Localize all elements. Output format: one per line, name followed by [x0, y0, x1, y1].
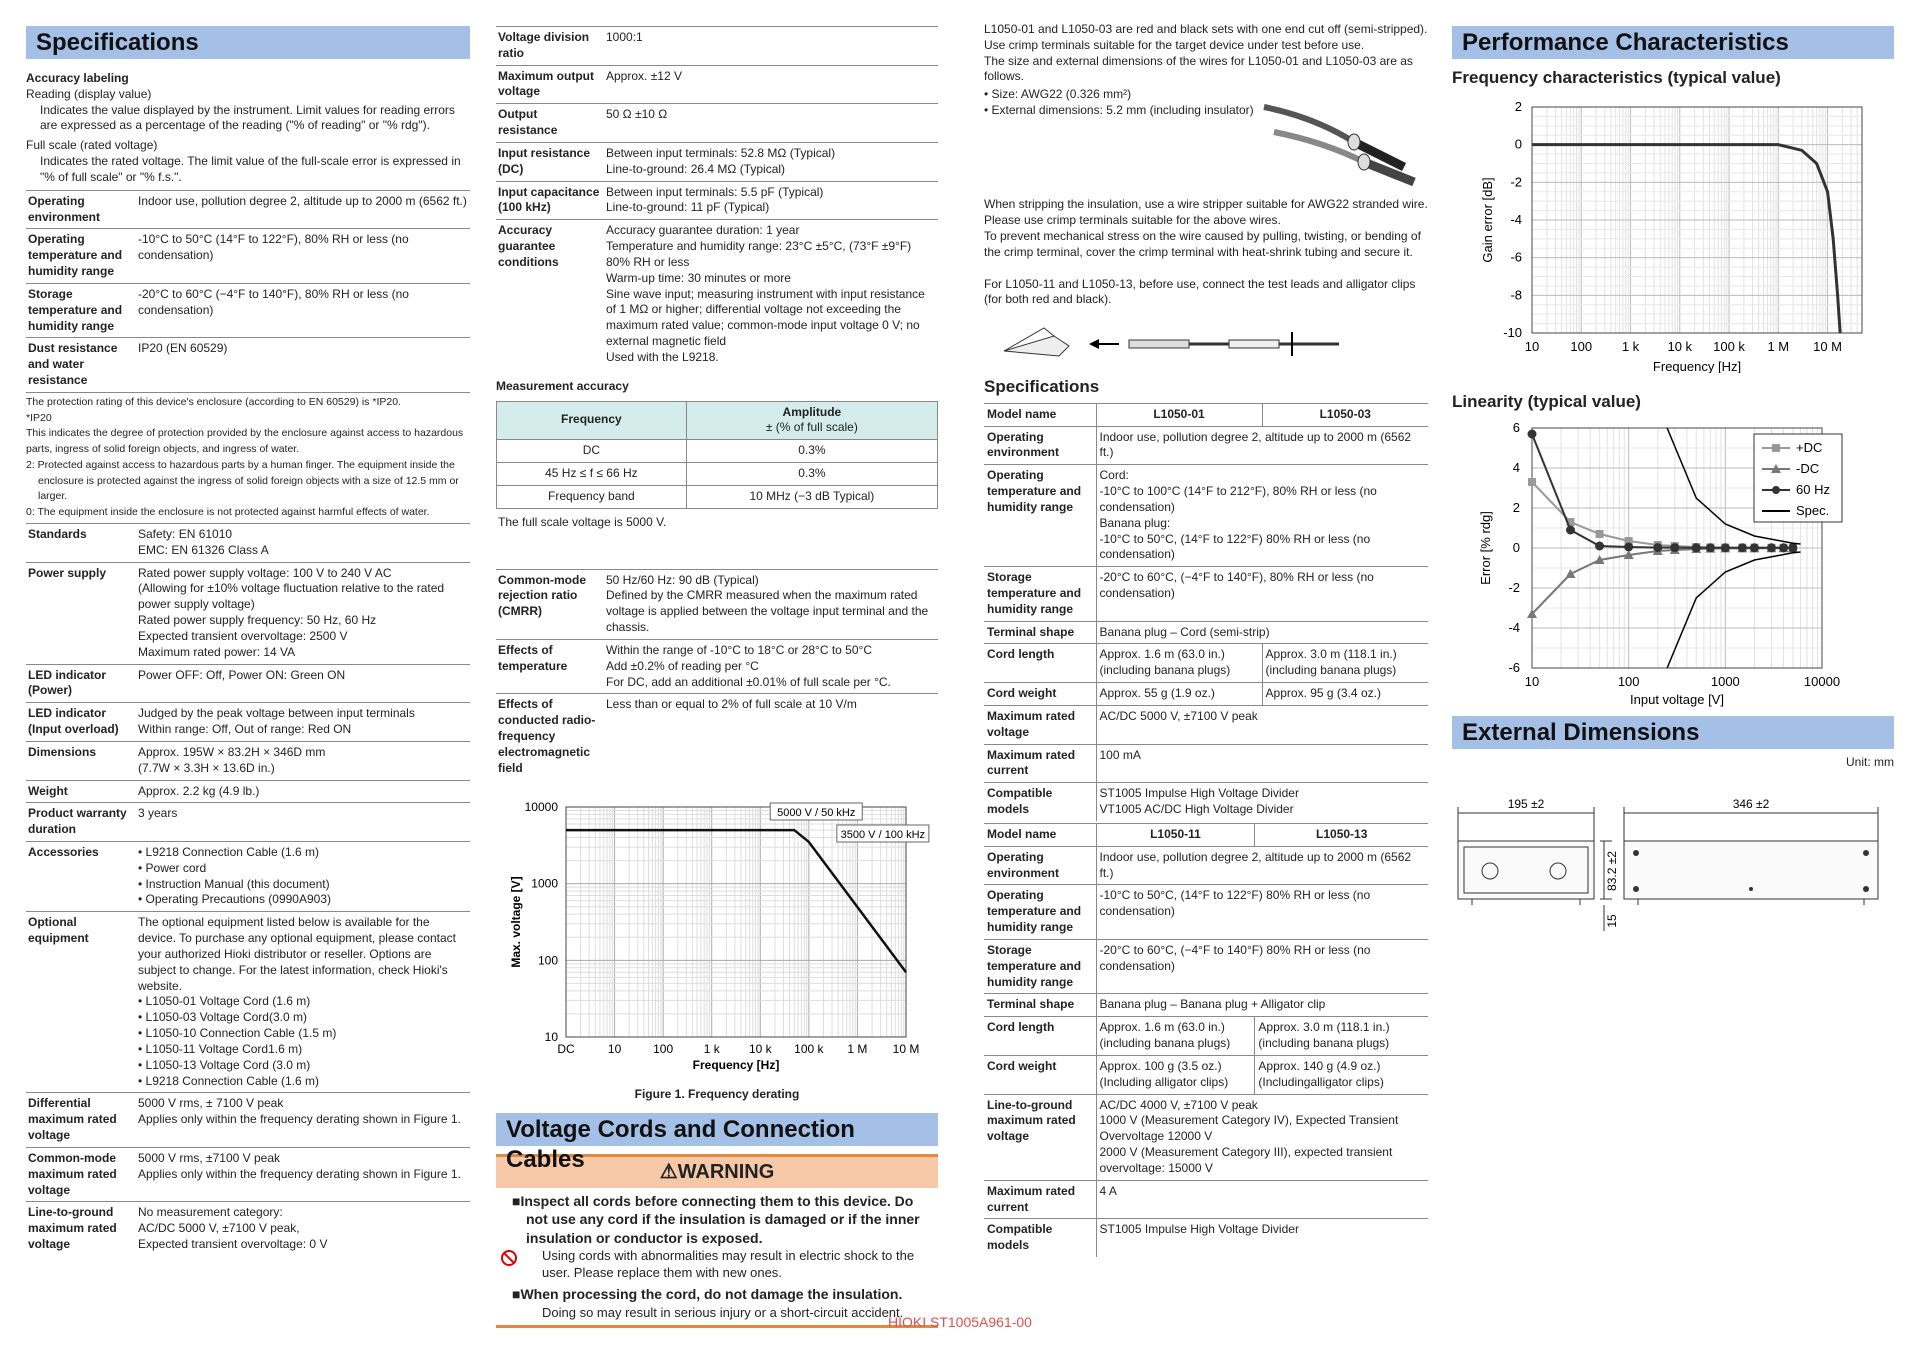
cord-spec-row [984, 644, 1428, 683]
dim-foot-label: 15 [1605, 914, 1619, 928]
spec-value: ST1005 Impulse High Voltage Divider [1096, 1219, 1428, 1257]
section-title-voltage-cords: Voltage Cords and Connection Cables [496, 1113, 938, 1146]
dim-depth-label: 346 ±2 [1732, 796, 1770, 811]
cord-spec-table-2 [984, 823, 1428, 1257]
spec-key: Storage temperature and humidity range [984, 939, 1096, 993]
y-tick-label: 2 [1512, 499, 1520, 515]
dim-height-label: 83.2 ±2 [1605, 850, 1619, 891]
reading-text: Indicates the value displayed by the instrument. Limit values for reading errors are expressed as a percentage of the reading ("% of reading" or "% rdg"). [40, 102, 455, 133]
spec-key: Terminal shape [984, 621, 1096, 644]
linearity-heading: Linearity (typical value) [1452, 392, 1641, 412]
data-point [1595, 541, 1604, 550]
spec-value: -20°C to 60°C, (−4°F to 140°F) 80% RH or less (no condensation) [1096, 939, 1428, 993]
spec-key: Cord weight [984, 1055, 1096, 1094]
data-point [1706, 543, 1715, 552]
legend-label: 60 Hz [1796, 481, 1830, 497]
model-header-cell: Model name [984, 823, 1096, 846]
spec-row [26, 523, 470, 562]
accuracy-table [496, 401, 938, 509]
freq-characteristics-heading: Frequency characteristics (typical value) [1452, 68, 1781, 87]
spec-key: Input resistance (DC) [498, 145, 591, 176]
cord-spec-row [984, 465, 1428, 567]
cord-spec-row [984, 994, 1428, 1017]
annotation-label: 3500 V / 100 kHz [840, 829, 926, 842]
spec-row [496, 142, 938, 181]
spec-row [26, 741, 470, 780]
x-tick-label: 10 M [1813, 339, 1843, 355]
x-tick-label: 10 [1524, 673, 1540, 689]
model-header-cell: L1050-03 [1262, 403, 1428, 426]
accuracy-header-amplitude: Amplitude ± (% of full scale) [686, 401, 937, 440]
x-axis-label: Input voltage [V] [1630, 691, 1724, 707]
document-footer: HIOKI ST1005A961-00 [888, 1314, 1032, 1330]
x-tick-label: 10 M [892, 1042, 920, 1057]
spec-value: 4 A [1096, 1180, 1428, 1219]
spec-row [496, 639, 938, 693]
legend-marker [1772, 444, 1780, 452]
accuracy-row [497, 440, 938, 463]
x-tick-label: DC [557, 1042, 575, 1057]
spec-key: Dimensions [28, 744, 97, 759]
spec-key: Differential maximum rated voltage [28, 1096, 117, 1143]
cord-spec-row [984, 1219, 1428, 1257]
accuracy-header-frequency: Frequency [497, 401, 687, 440]
model-header-cell: L1050-13 [1255, 823, 1428, 846]
data-point [1738, 543, 1747, 552]
spec-key: Operating environment [984, 426, 1096, 465]
spec-value-a: Approx. 1.6 m (63.0 in.) (including banana plugs) [1096, 644, 1262, 683]
spec-key: Maximum output voltage [498, 68, 594, 99]
y-tick-label: 100 [537, 953, 558, 968]
spec-key: Weight [28, 783, 68, 798]
y-tick-label: -4 [1510, 212, 1522, 228]
x-tick-label: 100 [653, 1042, 674, 1057]
column-3 [984, 22, 1428, 1257]
y-tick-label: -10 [1503, 325, 1522, 341]
spec-value: -20°C to 60°C (−4°F to 140°F), 80% RH or less (no condensation) [138, 286, 409, 317]
spec-table-3 [496, 26, 938, 369]
spec-key: Effects of temperature [498, 642, 568, 673]
x-tick-label: 1 M [847, 1042, 868, 1057]
spec-value: 1000:1 [606, 30, 643, 44]
spec-row [496, 65, 938, 104]
data-point [1779, 543, 1788, 552]
spec-value: Indoor use, pollution degree 2, altitude up to 2000 m (6562 ft.) [138, 193, 467, 208]
spec-value: Cord: -10°C to 100°C (14°F to 212°F), 80% RH or less (no condensation) Banana plug: -10°C to 50°C, (14°F to 122°F) 80% RH or less (no condensation) [1096, 465, 1428, 567]
cord-spec-row [984, 1017, 1428, 1056]
y-axis-label: Max. voltage [V] [509, 876, 523, 969]
spec-row [496, 219, 938, 368]
y-tick-label: 1000 [531, 877, 558, 892]
wire-size-bullet: • Size: AWG22 (0.326 mm²) [984, 87, 1132, 102]
legend-marker [1772, 486, 1780, 494]
y-tick-label: 2 [1514, 99, 1522, 115]
spec-value: Power OFF: Off, Power ON: Green ON [138, 667, 346, 682]
spec-value: Judged by the peak voltage between input terminals Within range: Off, Out of range: Red ON [138, 706, 415, 737]
model-header-cell: L1050-11 [1096, 823, 1255, 846]
y-tick-label: 0 [1512, 539, 1520, 555]
accuracy-row [497, 485, 938, 508]
cord-spec-row [984, 1180, 1428, 1219]
data-point [1788, 543, 1797, 552]
spec-value: 5000 V rms, ±7100 V peak Applies only within the frequency derating shown in Figure 1. [138, 1150, 461, 1181]
data-point [1653, 543, 1662, 552]
cord-spec-row [984, 426, 1428, 465]
x-axis-label: Frequency [Hz] [692, 1058, 780, 1073]
spec-value-b: Approx. 3.0 m (118.1 in.) (including banana plugs) [1255, 1017, 1428, 1056]
prohibition-icon [500, 1249, 518, 1267]
cord-spec-row [984, 846, 1428, 885]
spec-key: Accuracy guarantee conditions [498, 223, 559, 269]
warning-item-2: ■When processing the cord, do not damage the insulation. [512, 1286, 903, 1303]
y-tick-label: 10000 [524, 800, 558, 815]
cords-intro: L1050-01 and L1050-03 are red and black sets with one end cut off (semi-stripped). Use crimp terminals suitable for the target device under test before use. The size and external dimensions of the wires for L1050-01 and L1050-03 are as follows. [984, 22, 1428, 84]
spec-row [26, 911, 470, 1092]
warning-heading: ⚠WARNING [496, 1154, 938, 1187]
full-scale-text: Indicates the rated voltage. The limit value of the full-scale error is expressed in "% of full scale" or "% f.s.". [40, 154, 461, 184]
spec-row [26, 562, 470, 664]
spec-key: Compatible models [984, 1219, 1096, 1257]
column-4 [1452, 26, 1894, 941]
data-point [1692, 543, 1701, 552]
spec-key: Operating environment [28, 193, 101, 224]
spec-key: Voltage division ratio [498, 30, 590, 60]
section-title-external-dimensions: External Dimensions [1452, 716, 1894, 749]
spec-value: Indoor use, pollution degree 2, altitude up to 2000 m (6562 ft.) [1096, 426, 1428, 465]
cord-spec-row [984, 683, 1428, 706]
spec-value: No measurement category: AC/DC 5000 V, ±7100 V peak, Expected transient overvoltage: 0 V [138, 1205, 328, 1252]
spec-value: Approx. 195W × 83.2H × 346D mm (7.7W × 3.3H × 13.6D in.) [138, 744, 326, 775]
accuracy-amplitude: 0.3% [686, 440, 937, 463]
warning-box [496, 1154, 938, 1328]
data-point [1721, 543, 1730, 552]
x-tick-label: 100 [1617, 673, 1640, 689]
y-tick-label: -2 [1508, 579, 1520, 595]
spec-row [26, 841, 470, 911]
spec-key: Effects of conducted radio-frequency electromagnetic field [498, 697, 596, 775]
spec-value: Between input terminals: 52.8 MΩ (Typical) Line-to-ground: 26.4 MΩ (Typical) [606, 145, 836, 176]
spec-row [26, 337, 470, 391]
spec-value: 100 mA [1096, 744, 1428, 783]
spec-value-b: Approx. 140 g (4.9 oz.) (Includingalligator clips) [1255, 1055, 1428, 1094]
spec-table-1 [26, 190, 470, 392]
voltage-cord-image [1254, 87, 1424, 187]
spec-key: LED indicator (Power) [28, 667, 107, 698]
legend-label: -DC [1796, 460, 1820, 476]
x-tick-label: 10 [1524, 339, 1540, 355]
ip-note: 2: Protected against access to hazardous parts by a human finger. The equipment inside the enclosure is protected against the ingress of solid foreign objects with a size of 12.5 mm or larger. [26, 458, 459, 503]
y-axis-label: Error [% rdg] [1478, 511, 1493, 585]
spec-value: • L9218 Connection Cable (1.6 m) • Power cord • Instruction Manual (this document) • Operating Precautions (0990A903) [138, 844, 331, 907]
spec-value: Rated power supply voltage: 100 V to 240 V AC (Allowing for ±10% voltage fluctuation relative to the rated power supply voltage) Rated power supply frequency: 50 Hz, 60 Hz Expected transient overvoltage: 2500 V Maximum rated power: 14 VA [138, 565, 445, 659]
model-header-row [984, 403, 1428, 426]
legend-label: Spec. [1796, 502, 1830, 518]
y-tick-label: -6 [1508, 659, 1520, 675]
accuracy-labeling-heading: Accuracy labeling [26, 71, 129, 85]
series-line [1532, 548, 1793, 614]
legend-label: +DC [1796, 439, 1823, 455]
accuracy-row [497, 463, 938, 486]
spec-value: Between input terminals: 5.5 pF (Typical) Line-to-ground: 11 pF (Typical) [606, 184, 824, 215]
data-point [1767, 543, 1776, 552]
data-point [1566, 525, 1575, 534]
spec-row [26, 1201, 470, 1255]
accuracy-frequency: Frequency band [497, 485, 687, 508]
ip-notes [26, 392, 470, 521]
y-tick-label: 6 [1512, 419, 1520, 435]
y-tick-label: 4 [1512, 459, 1520, 475]
x-tick-label: 10 [607, 1042, 622, 1057]
x-tick-label: 100 [1570, 339, 1593, 355]
ip-note: The protection rating of this device's enclosure (according to EN 60529) is *IP20. [26, 395, 401, 408]
x-tick-label: 1 M [1767, 339, 1790, 355]
spec-key: Terminal shape [984, 994, 1096, 1017]
external-dimensions-drawing [1452, 771, 1894, 941]
spec-value-a: Approx. 1.6 m (63.0 in.) (including banana plugs) [1096, 1017, 1255, 1056]
cord-spec-row [984, 744, 1428, 783]
spec-key: Cord length [984, 644, 1096, 683]
x-tick-label: 10 k [748, 1042, 772, 1057]
x-axis-label: Frequency [Hz] [1652, 359, 1742, 374]
spec-key: Line-to-ground maximum rated voltage [28, 1205, 117, 1252]
reading-heading: Reading (display value) [26, 86, 152, 101]
spec-key: Cord length [984, 1017, 1096, 1056]
column-2 [496, 26, 938, 1328]
spec-value: ST1005 Impulse High Voltage Divider VT1005 AC/DC High Voltage Divider [1096, 783, 1428, 821]
spec-row [26, 664, 470, 703]
spec-key: Compatible models [984, 783, 1096, 821]
linearity-chart [1452, 418, 1894, 708]
ip-note: 0: The equipment inside the enclosure is not protected against harmful effects of water. [26, 506, 430, 519]
spec-value: Indoor use, pollution degree 2, altitude up to 2000 m (6562 ft.) [1096, 846, 1428, 885]
spec-table-4 [496, 569, 938, 780]
spec-key: Operating temperature and humidity range [984, 465, 1096, 567]
model-header-row [984, 823, 1428, 846]
spec-row [26, 190, 470, 229]
spec-value: 50 Hz/60 Hz: 90 dB (Typical) Defined by the CMRR measured when the maximum rated voltage is applied between the voltage input terminal and the chassis. [606, 572, 929, 635]
cord-spec-row [984, 939, 1428, 993]
data-point [1596, 530, 1604, 538]
y-axis-label: Gain error [dB] [1480, 177, 1495, 264]
accuracy-amplitude: 10 MHz (−3 dB Typical) [686, 485, 937, 508]
data-point [1528, 478, 1536, 486]
cord-spec-row [984, 885, 1428, 939]
accuracy-amplitude: 0.3% [686, 463, 937, 486]
wire-dim-bullet: • External dimensions: 5.2 mm (including insulator) [984, 103, 1254, 118]
data-point [1528, 429, 1537, 438]
data-point [1670, 543, 1679, 552]
data-point [1565, 569, 1575, 578]
spec-value: Accuracy guarantee duration: 1 year Temperature and humidity range: 23°C ±5°C, (73°F ±9°F) 80% RH or less Warm-up time: 30 minutes or more Sine wave input; measuring instrument with input resistance of 1 MΩ or higher; differential voltage not exceeding the maximum rated value; common-mode input voltage 0 V; no external magnetic field Used with the L9218. [606, 223, 925, 364]
spec-value: 50 Ω ±10 Ω [606, 107, 668, 122]
dim-width-label: 195 ±2 [1507, 796, 1545, 811]
spec-value: -10°C to 50°C (14°F to 122°F), 80% RH or less (no condensation) [138, 232, 409, 263]
warning-item-1: ■Inspect all cords before connecting them to this device. Do not use any cord if the insulation is damaged or if the inner insulation or conductor is exposed. [512, 1192, 920, 1246]
alligator-clip-image [984, 316, 1344, 366]
spec-key: Common-mode rejection ratio (CMRR) [498, 572, 586, 619]
spec-key: Accessories [28, 844, 99, 859]
x-tick-label: 1000 [1710, 673, 1740, 689]
spec-row [26, 780, 470, 803]
spec-key: Input capacitance (100 kHz) [498, 184, 600, 215]
spec-key: Maximum rated current [984, 1180, 1096, 1219]
y-tick-label: -2 [1510, 174, 1522, 190]
spec-value: Safety: EN 61010 EMC: EN 61326 Class A [138, 526, 269, 557]
spec-value-b: Approx. 95 g (3.4 oz.) [1262, 683, 1428, 706]
spec-key: Optional equipment [28, 915, 89, 946]
warning-text-1: Using cords with abnormalities may result in electric shock to the user. Please replace them with new ones. [542, 1248, 915, 1281]
spec-key: Maximum rated current [984, 744, 1096, 783]
data-point [1624, 542, 1633, 551]
cord-spec-table-1 [984, 403, 1428, 821]
accuracy-frequency: DC [497, 440, 687, 463]
full-scale-heading: Full scale (rated voltage) [26, 138, 158, 153]
x-tick-label: 100 k [1713, 339, 1745, 355]
y-tick-label: 0 [1514, 137, 1522, 153]
alligator-text: For L1050-11 and L1050-13, before use, connect the test leads and alligator clips (for both red and black). [984, 276, 1416, 307]
spec-row [26, 283, 470, 337]
column-1 [26, 26, 470, 1256]
x-tick-label: 100 k [794, 1042, 824, 1057]
spec-key: Operating temperature and humidity range [28, 232, 123, 279]
spec-key: Product warranty duration [28, 806, 127, 837]
spec-value: -10°C to 50°C, (14°F to 122°F) 80% RH or less (no condensation) [1096, 885, 1428, 939]
spec-key: Dust resistance and water resistance [28, 341, 118, 388]
y-tick-label: 10 [544, 1030, 558, 1045]
spec-key: Maximum rated voltage [984, 705, 1096, 744]
spec-row [496, 569, 938, 639]
spec-key: Power supply [28, 565, 107, 580]
spec-row [496, 693, 938, 779]
spec-value: AC/DC 5000 V, ±7100 V peak [1096, 705, 1428, 744]
cord-spec-row [984, 1094, 1428, 1180]
spec-key: Common-mode maximum rated voltage [28, 1150, 117, 1197]
cord-spec-row [984, 1055, 1428, 1094]
y-tick-label: -6 [1510, 250, 1522, 266]
spec-key: Standards [28, 526, 87, 541]
spec-value: IP20 (EN 60529) [138, 341, 228, 356]
spec-key: Operating temperature and humidity range [984, 885, 1096, 939]
spec-value: Approx. 2.2 kg (4.9 lb.) [138, 783, 260, 798]
spec-row [496, 26, 938, 65]
figure-caption: Figure 1. Frequency derating [634, 1087, 800, 1102]
spec-value: 3 years [138, 806, 178, 821]
spec-key: Storage temperature and humidity range [984, 567, 1096, 621]
spec-value: Within the range of -10°C to 18°C or 28°C to 50°C Add ±0.2% of reading per °C For DC, add an additional ±0.01% of full scale per °C. [606, 642, 891, 689]
x-tick-label: 10000 [1803, 673, 1841, 689]
spec-value: Banana plug – Cord (semi-strip) [1096, 621, 1428, 644]
model-header-cell: L1050-01 [1096, 403, 1262, 426]
warning-text-2: Doing so may result in serious injury or a short-circuit accident. [496, 1304, 938, 1328]
spec-row [496, 181, 938, 220]
section-title-performance: Performance Characteristics [1452, 26, 1894, 59]
accuracy-frequency: 45 Hz ≤ f ≤ 66 Hz [497, 463, 687, 486]
spec-row [26, 1092, 470, 1146]
spec-row [26, 1147, 470, 1201]
x-tick-label: 1 k [1621, 339, 1640, 355]
spec-row [26, 228, 470, 282]
spec-key: Output resistance [498, 107, 558, 138]
measurement-accuracy-heading: Measurement accuracy [496, 378, 629, 393]
frequency-characteristics-chart [1452, 93, 1894, 373]
cord-spec-row [984, 621, 1428, 644]
spec-row [26, 802, 470, 841]
section-title-specifications: Specifications [26, 26, 470, 59]
spec-value-a: Approx. 100 g (3.5 oz.) (Including alligator clips) [1096, 1055, 1255, 1094]
spec-value: AC/DC 4000 V, ±7100 V peak 1000 V (Measurement Category IV), Expected Transient Overvoltage 12000 V 2000 V (Measurement Category III), expected transient overvoltage: 15000 V [1096, 1094, 1428, 1180]
spec-key: LED indicator (Input overload) [28, 706, 119, 737]
model-header-cell: Model name [984, 403, 1096, 426]
spec-key: Storage temperature and humidity range [28, 286, 123, 333]
y-tick-label: -8 [1510, 287, 1522, 303]
spec-key: Line-to-ground maximum rated voltage [984, 1094, 1096, 1180]
frequency-derating-chart [496, 793, 938, 1093]
data-point [1750, 543, 1759, 552]
spec-value: 5000 V rms, ± 7100 V peak Applies only within the frequency derating shown in Figure 1. [138, 1096, 461, 1127]
spec-key: Operating environment [984, 846, 1096, 885]
spec-value: Less than or equal to 2% of full scale at 10 V/m [606, 697, 857, 712]
x-tick-label: 1 k [703, 1042, 720, 1057]
spec-key: Cord weight [984, 683, 1096, 706]
cord-spec-row [984, 783, 1428, 821]
spec-table-2 [26, 523, 470, 1256]
spec-value: -20°C to 60°C, (−4°F to 140°F), 80% RH or less (no condensation) [1096, 567, 1428, 621]
cord-spec-row [984, 705, 1428, 744]
spec-row [26, 702, 470, 741]
ip-note: *IP20 [26, 411, 52, 424]
x-tick-label: 10 k [1667, 339, 1693, 355]
spec-value: Approx. ±12 V [606, 68, 682, 83]
cords-spec-heading: Specifications [984, 377, 1100, 397]
y-tick-label: -4 [1508, 619, 1520, 635]
spec-value-b: Approx. 3.0 m (118.1 in.) (including banana plugs) [1262, 644, 1428, 683]
stripping-text: When stripping the insulation, use a wire stripper suitable for AWG22 stranded wire. Please use crimp terminals suitable for the above wires. To prevent mechanical stress on the wire caused by pulling, twisting, or bending of the crimp terminal, cover the crimp terminal with heat-shrink tubing and secure it. [984, 197, 1428, 259]
spec-row [496, 103, 938, 142]
spec-value: The optional equipment listed below is available for the device. To purchase any optional equipment, please contact your authorized Hioki distributor or reseller. Options are subject to change. For the latest information, check Hioki's website. • L1050-01 Voltage Cord (1.6 m) • L1050-03 Voltage Cord(3.0 m) • L1050-10 Connection Cable (1.5 m) • L1050-11 Voltage Cord1.6 m) • L1050-13 Voltage Cord (3.0 m) • L9218 Connection Cable (1.6 m) [138, 915, 456, 1088]
cord-spec-row [984, 567, 1428, 621]
unit-label: Unit: mm [1846, 754, 1894, 769]
ip-note: This indicates the degree of protection provided by the enclosure against access to hazardous parts, ingress of solid foreign objects, and ingress of water. [26, 427, 464, 456]
annotation-label: 5000 V / 50 kHz [777, 807, 856, 820]
spec-value: Banana plug – Banana plug + Alligator clip [1096, 994, 1428, 1017]
spec-value-a: Approx. 55 g (1.9 oz.) [1096, 683, 1262, 706]
full-scale-note: The full scale voltage is 5000 V. [498, 514, 667, 529]
